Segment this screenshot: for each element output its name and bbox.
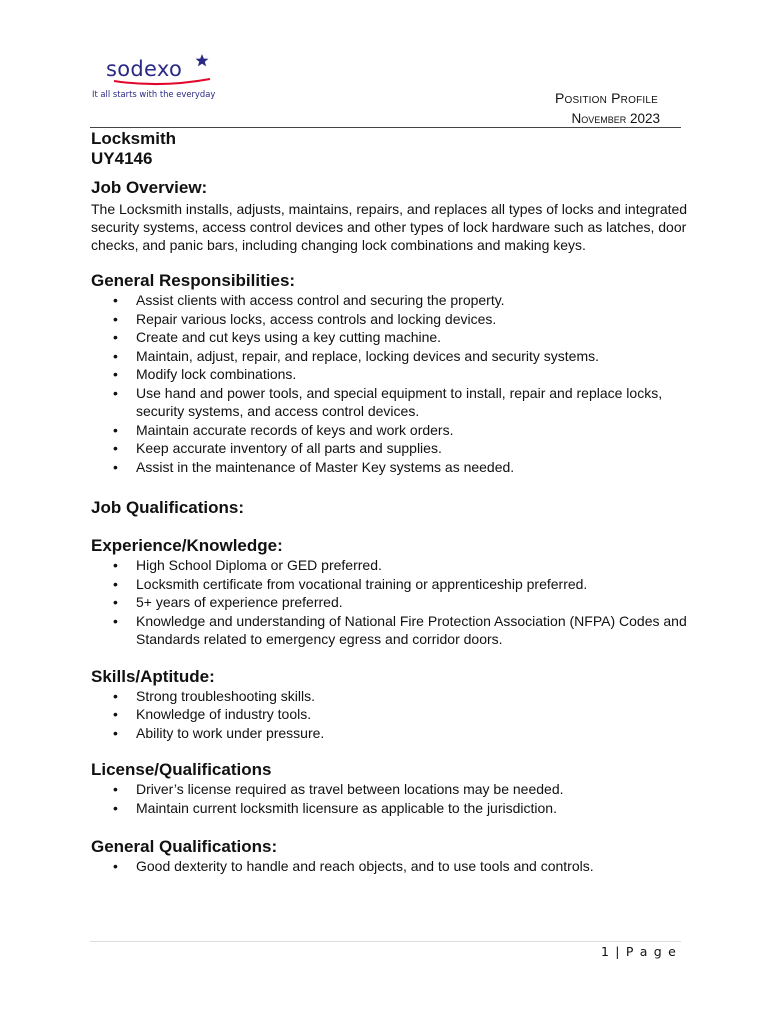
list-item: • Ability to work under pressure. (91, 724, 689, 743)
list-item: • Driver’s license required as travel between locations may be needed. (91, 780, 689, 799)
list-item: • Assist clients with access control and securing the property. (91, 291, 689, 310)
list-item: • Modify lock combinations. (91, 365, 689, 384)
list-item: • Knowledge and understanding of National Fire Protection Association (NFPA) Codes and Standards related to emergency egress and corridor doors. (91, 612, 689, 649)
general-heading: General Qualifications: (91, 837, 278, 856)
job-code: UY4146 (91, 149, 153, 168)
list-item: • Create and cut keys using a key cutting machine. (91, 328, 689, 347)
list-item: • Maintain accurate records of keys and work orders. (91, 421, 689, 440)
list-item: • Repair various locks, access controls and locking devices. (91, 310, 689, 329)
list-item: • Maintain current locksmith licensure as applicable to the jurisdiction. (91, 799, 689, 818)
list-item: • Keep accurate inventory of all parts and supplies. (91, 439, 689, 458)
logo-tagline: It all starts with the everyday (92, 89, 216, 99)
overview-heading: Job Overview: (91, 178, 208, 197)
skills-list (91, 687, 689, 743)
document-date: November 2023 (571, 111, 660, 126)
document-body (91, 129, 689, 876)
document-type: Position Profile (555, 90, 658, 106)
responsibilities-heading: General Responsibilities: (91, 271, 296, 290)
job-title: Locksmith (91, 129, 177, 148)
logo-wordmark: sodexo (106, 57, 183, 81)
list-item: • Good dexterity to handle and reach objects, and to use tools and controls. (91, 857, 689, 876)
list-item: • Locksmith certificate from vocational training or apprenticeship preferred. (91, 575, 689, 594)
list-item: • Strong troubleshooting skills. (91, 687, 689, 706)
list-item: • 5+ years of experience preferred. (91, 593, 689, 612)
general-list (91, 857, 689, 876)
list-item: • High School Diploma or GED preferred. (91, 556, 689, 575)
license-heading: License/Qualifications (91, 760, 272, 779)
list-item: • Assist in the maintenance of Master Key systems as needed. (91, 458, 689, 477)
list-item: • Maintain, adjust, repair, and replace, locking devices and security systems. (91, 347, 689, 366)
experience-list (91, 556, 689, 649)
qualifications-heading: Job Qualifications: (91, 498, 245, 517)
experience-heading: Experience/Knowledge: (91, 536, 283, 555)
overview-text: The Locksmith installs, adjusts, maintains, repairs, and replaces all types of locks and integrated security systems, access control devices and other types of lock hardware such as latches, door checks, and panic bars, including changing lock combinations and making keys. (91, 201, 688, 253)
list-item: • Knowledge of industry tools. (91, 705, 689, 724)
sodexo-logo (92, 52, 216, 102)
responsibilities-list (91, 291, 689, 476)
list-item: • Use hand and power tools, and special equipment to install, repair and replace locks, security systems, and access control devices. (91, 384, 689, 421)
header-divider (90, 127, 681, 128)
page-number: 1 | P a g e (600, 944, 677, 959)
skills-heading: Skills/Aptitude: (91, 666, 215, 686)
footer-divider (90, 941, 681, 942)
license-list (91, 780, 689, 817)
